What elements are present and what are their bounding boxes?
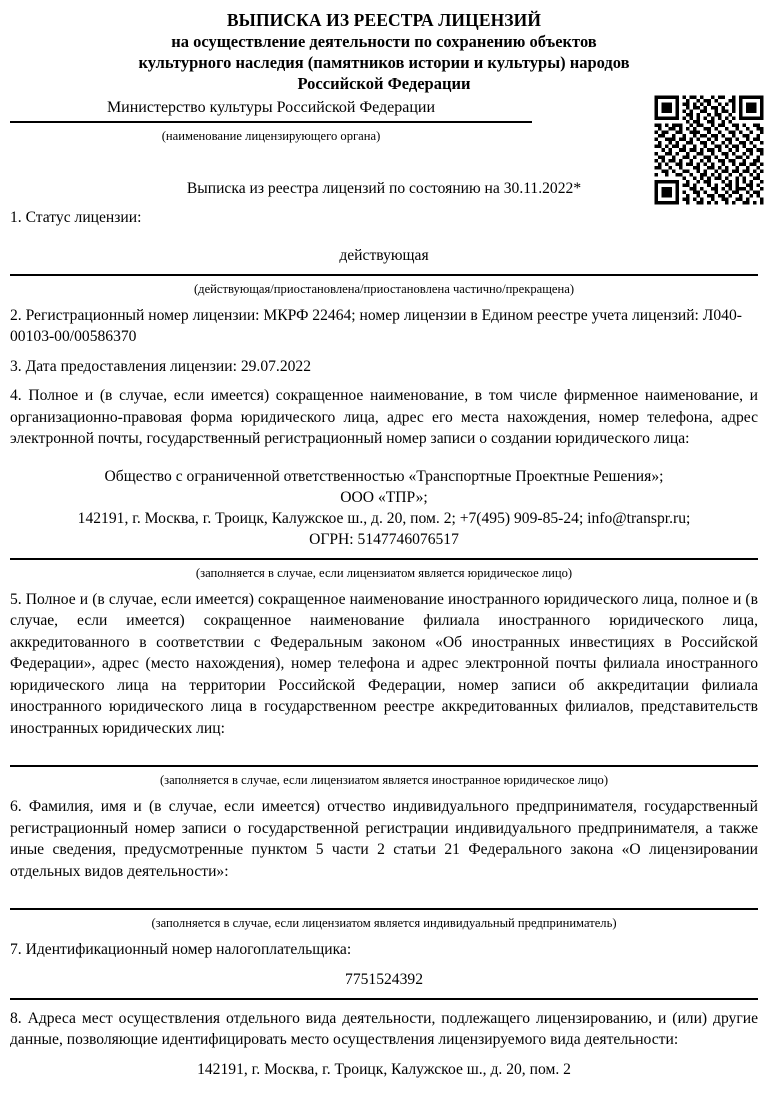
page-subtitle-line-2: на осуществление деятельности по сохранению объектов	[171, 32, 597, 51]
item-4-value-line-1: Общество с ограниченной ответственностью «Транспортные Проектные Решения»;	[104, 467, 664, 485]
item-4-text: 4. Полное и (в случае, если имеется) сокращенное наименование, в том числе фирменное наименование, и организационно-правовая форма юридического лица, адрес его места нахождения, номер телефона, адрес электронной почты, государственный регистрационный номер записи о создании юридического лица:	[10, 387, 758, 447]
item-1-caption: (действующая/приостановлена/приостановлена частично/прекращена)	[193, 281, 575, 296]
spacer-before-item1	[10, 199, 758, 207]
spacer-item1-rule	[10, 266, 758, 274]
spacer-item7-rule	[10, 990, 758, 998]
item-6-caption: (заполняется в случае, если лицензиатом является индивидуальный предприниматель)	[151, 916, 617, 930]
as-of-line: Выписка из реестра лицензий по состоянию на 30.11.2022*	[186, 180, 582, 197]
item-1-rule	[10, 274, 758, 276]
item-4-caption: (заполняется в случае, если лицензиатом является юридическое лицо)	[195, 565, 573, 580]
spacer-item1	[10, 229, 758, 245]
qr-code-image	[648, 92, 768, 208]
spacer-before-item2	[10, 297, 758, 305]
page-subtitle-line-3: культурного наследия (памятников истории и культуры) народов	[138, 53, 630, 72]
licensing-authority-rule	[10, 121, 532, 123]
item-4-rule	[10, 558, 758, 560]
document-header	[10, 0, 758, 94]
item-5-rule	[10, 765, 758, 767]
item-5-caption: (заполняется в случае, если лицензиатом является иностранное юридическое лицо)	[159, 773, 609, 787]
spacer-before-item4	[10, 377, 758, 385]
item-1-label: 1. Статус лицензии:	[10, 209, 142, 226]
spacer-item7	[10, 961, 758, 969]
item-3-text: 3. Дата предоставления лицензии: 29.07.2022	[10, 357, 312, 375]
item-4-value-line-4: ОГРН: 5147746076517	[309, 530, 459, 548]
item-7-value: 7751524392	[345, 970, 423, 988]
spacer-before-item7	[10, 931, 758, 939]
spacer-before-item6	[10, 788, 758, 796]
spacer-before-asof	[10, 144, 758, 178]
item-8-value: 142191, г. Москва, г. Троицк, Калужское ш., д. 20, пом. 2	[197, 1060, 571, 1078]
item-5-text: 5. Полное и (в случае, если имеется) сокращенное наименование иностранного юридического лица, полное и (в случае, если имеется) сокращенное наименование филиала иностранного юридического лица, аккредитованного в соответствии с Федеральным законом «Об иностранных инвестициях в Российской Федерации», адрес (место нахождения), номер телефона и адрес электронной почты филиала иностранного юридического лица на территории Российской Федерации, номер записи об аккредитации филиала иностранного юридического лица в государственном реестре аккредитованных филиалов, представительств иностранных юридических лиц:	[10, 590, 758, 737]
spacer-item4-rule	[10, 550, 758, 558]
item-8-text: 8. Адреса мест осуществления отдельного вида деятельности, подлежащего лицензированию, и (или) другие данные, позволяющие идентифицировать место осуществления лицензируемого вида деятельности:	[10, 1009, 758, 1048]
spacer-before-item5	[10, 581, 758, 589]
item-5-value	[10, 739, 758, 765]
document-body	[10, 0, 758, 1080]
item-6-text: 6. Фамилия, имя и (в случае, если имеется) отчество индивидуального предпринимателя, государственный регистрационный номер записи о государственной регистрации индивидуального предпринимателя, а также иные сведения, предусмотренные пунктом 5 части 2 статьи 21 Федерального закона «О лицензировании отдельных видов деятельности»:	[10, 798, 758, 880]
item-2-text: 2. Регистрационный номер лицензии: МКРФ 22464; номер лицензии в Едином реестре учета лицензий: Л040-00103-00/00586370	[10, 306, 742, 345]
item-4-value-line-3: 142191, г. Москва, г. Троицк, Калужское ш., д. 20, пом. 2; +7(495) 909-85-24; info@transpr.ru;	[77, 509, 691, 527]
page-title: ВЫПИСКА ИЗ РЕЕСТРА ЛИЦЕНЗИЙ	[226, 10, 542, 30]
page-subtitle-line-4: Российской Федерации	[297, 74, 471, 93]
qr-code[interactable]	[648, 92, 768, 208]
licensing-authority-name: Министерство культуры Российской Федерации	[106, 99, 436, 116]
spacer-item4-values	[10, 450, 758, 466]
item-6-rule	[10, 908, 758, 910]
licensing-authority-caption: (наименование лицензирующего органа)	[161, 129, 381, 143]
spacer-before-item3	[10, 348, 758, 356]
spacer-item8-value	[10, 1051, 758, 1059]
item-1-value: действующая	[339, 246, 429, 264]
spacer-before-item8	[10, 1000, 758, 1008]
item-6-value	[10, 882, 758, 908]
item-4-value-line-2: ООО «ТПР»;	[340, 488, 428, 506]
item-7-label: 7. Идентификационный номер налогоплательщика:	[10, 941, 352, 958]
